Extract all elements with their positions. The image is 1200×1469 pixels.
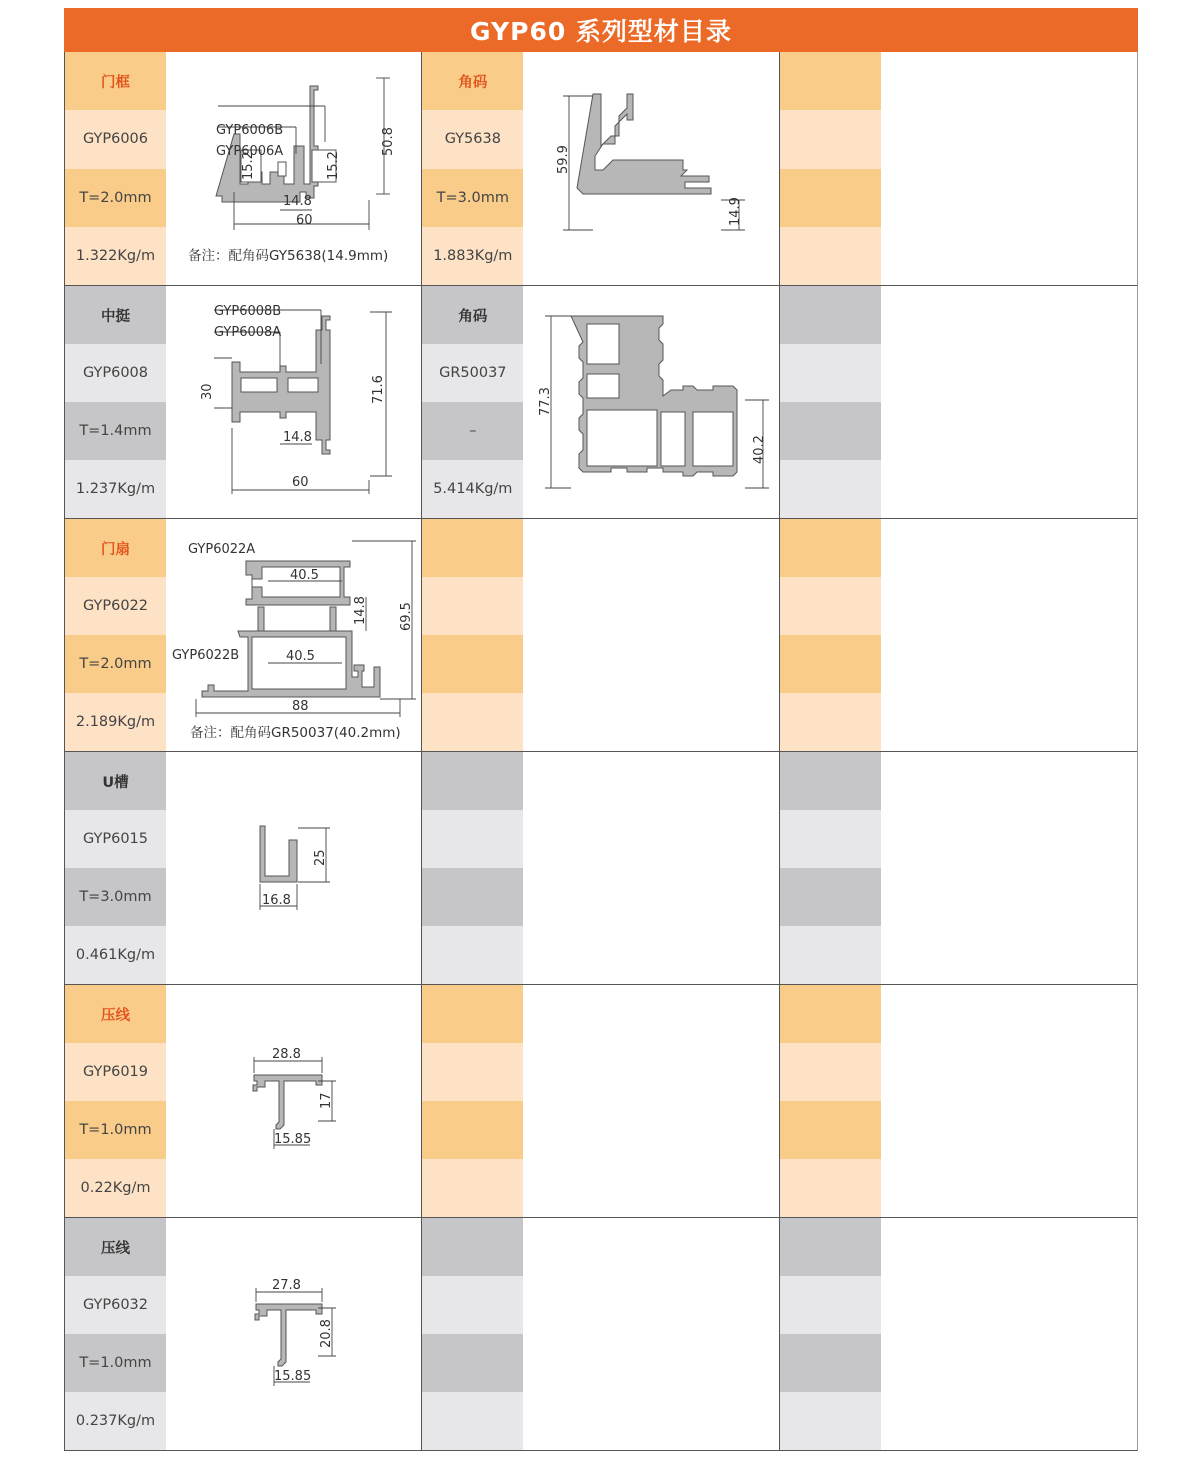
grid-row — [65, 518, 1137, 751]
grid-row — [65, 52, 1137, 285]
profile-labels — [422, 752, 523, 984]
corner-a-section-drawing — [523, 52, 778, 284]
profile-labels — [65, 519, 166, 751]
profile-labels — [780, 985, 881, 1217]
profile-labels — [422, 985, 523, 1217]
profile-code: GYP6015 — [65, 810, 166, 868]
profile-note: 备注：配角码GR50037(40.2mm) — [190, 725, 401, 741]
profile-card-bead-2 — [65, 1218, 422, 1450]
profile-card-empty — [422, 519, 779, 751]
profile-card-corner-a — [422, 52, 779, 285]
door-frame-section-drawing — [166, 52, 421, 284]
profile-drawing — [166, 1218, 421, 1450]
profile-thickness: – — [422, 402, 523, 460]
dim-height: 59.9 — [556, 145, 572, 174]
profile-category: 角码 — [422, 52, 523, 110]
dim-top-w: 40.5 — [290, 568, 319, 583]
profile-labels — [422, 1218, 523, 1450]
profile-card-empty — [422, 985, 779, 1217]
profile-category: 中挺 — [65, 286, 166, 344]
profile-category: U槽 — [65, 752, 166, 810]
callout-b: GYP6008B — [214, 304, 282, 319]
profile-drawing — [166, 519, 421, 751]
corner-b-section-drawing — [523, 286, 778, 518]
dim-width: 60 — [292, 475, 309, 490]
profile-weight: 5.414Kg/m — [422, 460, 523, 518]
profile-card-u-channel — [65, 752, 422, 984]
dim-height: 25 — [313, 849, 328, 866]
profile-card-corner-b — [422, 286, 779, 518]
profile-weight: 1.883Kg/m — [422, 227, 523, 285]
profile-card-empty — [780, 985, 1137, 1217]
profile-weight: 1.237Kg/m — [65, 460, 166, 518]
profile-category: 压线 — [65, 985, 166, 1043]
profile-thickness: T=1.0mm — [65, 1101, 166, 1159]
dim-top: 28.8 — [272, 1047, 301, 1062]
profile-labels — [780, 1218, 881, 1450]
profile-labels — [65, 752, 166, 984]
profile-thickness: T=1.4mm — [65, 402, 166, 460]
dim-left-h: 15.2 — [241, 151, 256, 180]
profile-labels — [780, 752, 881, 984]
dim-bottom: 15.85 — [274, 1369, 312, 1384]
dim-width: 60 — [296, 213, 313, 228]
profile-card-mullion — [65, 286, 422, 518]
profile-category: 角码 — [422, 286, 523, 344]
profile-card-bead-1 — [65, 985, 422, 1217]
dim-bottom-w: 40.5 — [286, 649, 315, 664]
profile-card-empty — [780, 752, 1137, 984]
profile-weight: 0.237Kg/m — [65, 1392, 166, 1450]
dim-height: 69.5 — [399, 602, 414, 631]
profile-labels — [422, 52, 523, 285]
profile-note: 备注：配角码GY5638(14.9mm) — [188, 248, 389, 264]
profile-card-door-frame — [65, 52, 422, 285]
profile-code: GYP6006 — [65, 110, 166, 168]
dim-gap: 14.8 — [283, 194, 312, 209]
profile-card-empty — [780, 519, 1137, 751]
profile-code: GYP6032 — [65, 1276, 166, 1334]
profile-drawing — [166, 985, 421, 1217]
dim-height: 71.6 — [371, 375, 386, 404]
profile-labels — [65, 52, 166, 285]
dim-height: 50.8 — [381, 127, 396, 156]
profile-card-empty — [422, 1218, 779, 1450]
profile-thickness: T=2.0mm — [65, 169, 166, 227]
profile-card-empty — [780, 1218, 1137, 1450]
door-sash-section-drawing — [166, 519, 421, 751]
profile-card-empty — [422, 752, 779, 984]
bead-2-section-drawing — [166, 1218, 421, 1450]
profile-code: GYP6008 — [65, 344, 166, 402]
dim-leg: 40.2 — [752, 435, 768, 464]
profile-code: GYP6019 — [65, 1043, 166, 1101]
grid-row — [65, 984, 1137, 1217]
profile-weight: 1.322Kg/m — [65, 227, 166, 285]
profile-grid — [64, 52, 1138, 1451]
profile-weight: 2.189Kg/m — [65, 693, 166, 751]
bead-1-section-drawing — [166, 985, 421, 1217]
profile-card-empty — [780, 286, 1137, 518]
dim-height: 20.8 — [319, 1319, 334, 1348]
dim-height: 77.3 — [538, 387, 554, 416]
dim-gap: 14.8 — [353, 596, 368, 625]
profile-category: 压线 — [65, 1218, 166, 1276]
dim-bottom: 15.85 — [274, 1132, 312, 1147]
grid-row — [65, 285, 1137, 518]
profile-code: GY5638 — [422, 110, 523, 168]
dim-top: 27.8 — [272, 1278, 301, 1293]
dim-gap: 14.8 — [283, 430, 312, 445]
profile-thickness: T=2.0mm — [65, 635, 166, 693]
profile-category: 门框 — [65, 52, 166, 110]
profile-labels — [65, 286, 166, 518]
dim-width: 16.8 — [262, 893, 291, 908]
profile-category: 门扇 — [65, 519, 166, 577]
profile-labels — [65, 1218, 166, 1450]
profile-card-door-sash — [65, 519, 422, 751]
catalog-title-bar — [64, 8, 1138, 52]
callout-b: GYP6006B — [216, 123, 284, 138]
dim-leg: 14.9 — [728, 197, 744, 226]
profile-labels — [780, 52, 881, 285]
dim-left-h: 30 — [200, 383, 215, 400]
dim-height: 17 — [319, 1092, 334, 1109]
profile-labels — [422, 519, 523, 751]
catalog-sheet — [64, 8, 1138, 1451]
callout-a: GYP6022A — [188, 542, 256, 557]
catalog-title: GYP60 系列型材目录 — [470, 17, 732, 46]
profile-drawing — [166, 286, 421, 518]
callout-a: GYP6006A — [216, 144, 284, 159]
profile-weight: 0.461Kg/m — [65, 926, 166, 984]
dim-width: 88 — [292, 699, 309, 714]
mullion-section-drawing — [166, 286, 421, 518]
profile-code: GR50037 — [422, 344, 523, 402]
profile-thickness: T=1.0mm — [65, 1334, 166, 1392]
profile-labels — [422, 286, 523, 518]
dim-right-h: 15.2 — [326, 151, 341, 180]
profile-drawing — [523, 52, 778, 285]
profile-drawing — [166, 752, 421, 984]
grid-row — [65, 1217, 1137, 1450]
profile-card-empty — [780, 52, 1137, 285]
callout-b: GYP6022B — [172, 648, 240, 663]
profile-thickness: T=3.0mm — [422, 169, 523, 227]
profile-weight: 0.22Kg/m — [65, 1159, 166, 1217]
profile-thickness: T=3.0mm — [65, 868, 166, 926]
profile-drawing — [523, 286, 778, 518]
profile-code: GYP6022 — [65, 577, 166, 635]
profile-labels — [780, 519, 881, 751]
grid-row — [65, 751, 1137, 984]
profile-labels — [65, 985, 166, 1217]
callout-a: GYP6008A — [214, 325, 282, 340]
profile-labels — [780, 286, 881, 518]
u-channel-section-drawing — [166, 752, 421, 984]
profile-drawing — [166, 52, 421, 285]
